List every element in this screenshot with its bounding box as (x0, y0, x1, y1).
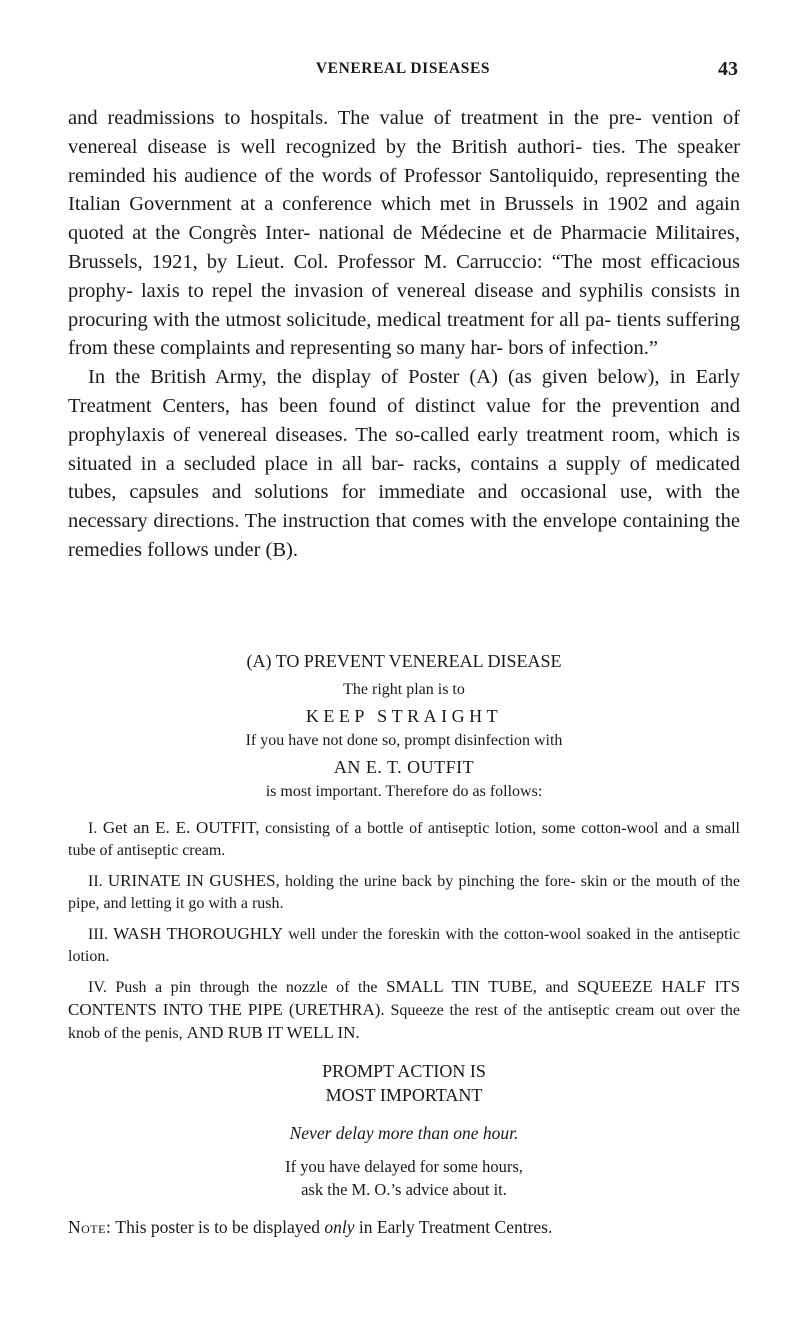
step-1-lead: Get an E. E. OUTFIT, (102, 818, 260, 837)
prompt-line-2: MOST IMPORTANT (325, 1085, 483, 1105)
step-4-caps-3: AND RUB IT WELL IN. (186, 1023, 360, 1042)
step-2-lead: URINATE IN GUSHES, (107, 871, 280, 890)
note-text-before: This poster is to be displayed (115, 1217, 321, 1237)
poster-subline-2: If you have not done so, prompt disinfection with (245, 732, 563, 749)
note (68, 1215, 740, 1239)
step-4-lead: Push a pin through the nozzle of the (115, 979, 378, 996)
step-4-caps-2: SQUEEZE HALF ITS CONTENTS INTO THE PIPE (URETHRA). (68, 977, 741, 1019)
running-head-title: VENEREAL DISEASES (315, 60, 491, 77)
delay-advice (68, 1155, 740, 1201)
poster-steps (68, 817, 740, 1045)
note-label: Note: (68, 1217, 112, 1237)
poster-a (68, 648, 740, 1257)
step-2-text: holding the urine back by pinching the fore- skin or the mouth of the pipe, and letting it go with a rush. (68, 873, 741, 912)
step-4-mid: and (545, 979, 569, 996)
prompt-line-1: PROMPT ACTION IS (322, 1061, 486, 1081)
paragraph-1: and readmissions to hospitals. The value of treatment in the pre- vention of venereal disease is well recognized by the British authori- ties. The speaker reminded his audience of the words of Professor Santoliquido, representing the Italian Government at a conference which met in Brussels in 1902 and again quoted at the Congrès Inter- national de Médecine et de Pharmacie Militaires, Brussels, 1921, by Lieut. Col. Professor M. Carruccio: “The most efficacious prophy- laxis to repel the invasion of venereal disease and syphilis consists in procuring with the utmost solicitude, medical treatment for all pa- tients suffering from these complaints and representing so many har- bors of infection.” (68, 107, 740, 360)
step-4-mid-2: Squeeze the rest of the antiseptic cream out over the knob of the penis, (68, 1002, 741, 1042)
poster-subline-3: is most important. Therefore do as follows: (265, 783, 543, 800)
step-4-caps-1: SMALL TIN TUBE, (386, 977, 537, 996)
poster-outfit: AN E. T. OUTFIT (333, 757, 475, 777)
step-4-num: IV. (88, 979, 107, 996)
step-1-num: I. (88, 820, 98, 837)
step-2-num: II. (88, 873, 103, 890)
delay-line-2: ask the M. O.’s advice about it. (301, 1180, 507, 1199)
poster-keep-straight: KEEP STRAIGHT (305, 706, 503, 726)
poster-heading: (A) TO PREVENT VENEREAL DISEASE (246, 651, 562, 671)
step-3 (68, 923, 740, 968)
never-delay-line: Never delay more than one hour. (289, 1123, 519, 1143)
note-emphasis: only (324, 1217, 355, 1237)
step-1-text: consisting of a bottle of antiseptic lotion, some cotton-wool and a small tube of antiseptic cream. (68, 820, 741, 859)
step-3-lead: WASH THOROUGHLY (113, 924, 283, 943)
step-3-text: well under the foreskin with the cotton-wool soaked in the antiseptic lotion. (68, 926, 741, 965)
page-number: 43 (718, 58, 738, 80)
paragraph-2: In the British Army, the display of Poster (A) (as given below), in Early Treatment Centers, has been found of distinct value for the prevention and prophylaxis of venereal diseases. The so-called early treatment room, which is situated in a secluded place in all bar- racks, contains a supply of medicated tubes, capsules and solutions for immediate and occasional use, with the necessary directions. The instruction that comes with the envelope containing the remedies follows under (B). (68, 366, 740, 561)
step-2 (68, 870, 740, 915)
poster-subline-1: The right plan is to (343, 681, 465, 698)
prompt-action (68, 1059, 740, 1107)
note-text-after: in Early Treatment Centres. (358, 1217, 553, 1237)
step-4 (68, 976, 740, 1045)
step-3-num: III. (88, 926, 108, 943)
body-text (68, 104, 740, 565)
step-1 (68, 817, 740, 862)
delay-line-1: If you have delayed for some hours, (285, 1157, 523, 1176)
running-head (68, 60, 738, 84)
